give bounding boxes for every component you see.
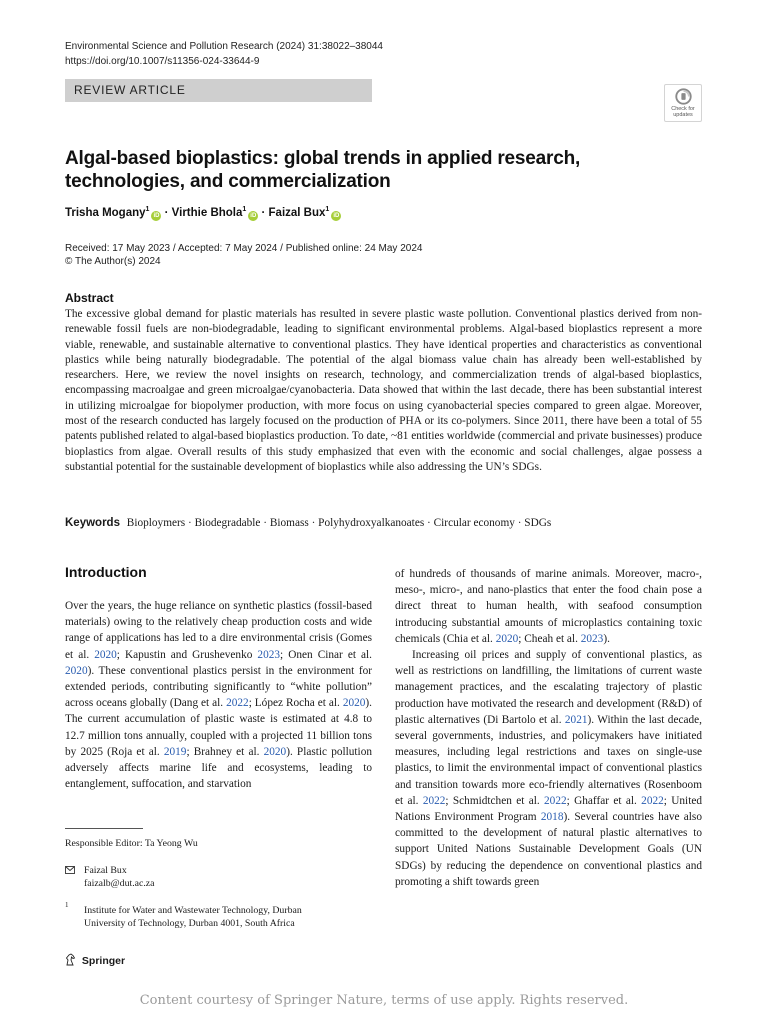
body-text: ; López Rocha et al. (248, 697, 343, 710)
affiliation-text: Institute for Water and Wastewater Technology, Durban University of Technology, Durban 4001, South Africa (84, 905, 302, 929)
citation-link[interactable]: 2021 (564, 713, 588, 726)
citation-link[interactable]: 2023 (580, 632, 604, 645)
body-text: ; Cheah et al. (518, 632, 581, 645)
citation-link[interactable]: 2020 (495, 632, 519, 645)
body-text: Over the years, the huge reliance on synthetic plastics (fossil-based materials) owing to the relatively cheap production costs and wide range of applications has led to a dire environmental crisis (Gomes et al. (65, 600, 372, 661)
responsible-editor: Responsible Editor: Ta Yeong Wu (65, 838, 198, 849)
author-name[interactable]: Virthie Bhola (171, 206, 243, 219)
citation-link[interactable]: 2020 (65, 664, 88, 677)
keywords-section (65, 516, 705, 531)
envelope-icon (65, 866, 75, 874)
intro-right-column (395, 566, 702, 901)
corresponding-author-email[interactable]: faizalb@dut.ac.za (84, 878, 155, 889)
body-text: ; Schmidtchen et al. (445, 794, 545, 807)
body-text: ; Brahney et al. (186, 745, 264, 758)
citation-link[interactable]: 2020 (342, 697, 366, 710)
body-text: ). Within the last decade, several governments, industries, and policymakers have initiated measures, including legal restrictions and taxes on single-use plastics, to limit the environmental impact of conventional plastics and transition towards more eco-friendly alternatives (Rosenboom et al. (395, 713, 702, 807)
journal-citation: Environmental Science and Pollution Research (2024) 31:38022–38044 (65, 41, 383, 52)
orcid-icon[interactable]: iD (250, 212, 257, 219)
author-separator: · (161, 206, 172, 219)
doi-link[interactable]: https://doi.org/10.1007/s11356-024-33644-9 (65, 56, 260, 67)
body-text: ; Onen Cinar et al. (280, 648, 372, 661)
abstract-heading: Abstract (65, 291, 114, 305)
body-text: of hundreds of thousands of marine animals. Moreover, macro-, meso-, micro-, and nano-plastics that enter the food chain pose a direct threat to human health, with seafood consumption introducing substantial amounts of microplastics containing toxic chemicals (Chia et al. (395, 568, 702, 645)
citation-link[interactable]: 2020 (94, 648, 117, 661)
publisher-mark (65, 953, 125, 968)
citation-link[interactable]: 2018 (540, 811, 564, 824)
copyright-line: © The Author(s) 2024 (65, 256, 161, 267)
author-list (65, 203, 341, 221)
body-text: ). The current accumulation of plastic waste is estimated at 4.8 to 12.7 million tons annually, coupled with a projected 11 billion tons by 2025 (Roja et al. (65, 697, 373, 758)
intro-left-column (65, 598, 372, 792)
body-text: ). These conventional plastics persist in the environment for extended periods, contributing significantly to “white pollution” across oceans globally (Dang et al. (65, 664, 372, 710)
corresponding-author-name: Faizal Bux (84, 865, 127, 876)
publisher-name: Springer (81, 955, 126, 967)
body-text: ; Ghaffar et al. (566, 794, 642, 807)
check-for-updates-button[interactable] (664, 84, 702, 122)
footnote-divider (65, 828, 143, 829)
citation-link[interactable]: 2022 (422, 794, 446, 807)
intro-paragraph-continued (395, 566, 702, 647)
check-updates-line2: updates (673, 112, 693, 118)
content-courtesy-note: Content courtesy of Springer Nature, terms of use apply. Rights reserved. (139, 993, 629, 1008)
keywords-label: Keywords (65, 517, 120, 529)
citation-link[interactable]: 2019 (163, 745, 187, 758)
article-title: Algal-based bioplastics: global trends in applied research, technologies, and commercialization (65, 147, 581, 192)
author-name[interactable]: Faizal Bux (268, 206, 326, 219)
check-updates-icon (675, 88, 692, 105)
body-text: ). (603, 632, 610, 645)
body-text: Increasing oil prices and supply of conventional plastics, as well as restrictions on landfilling, the limitations of current waste management practices, and the escalating trajectory of plastic production have motivated the research and development (R&D) of plastic alternatives (Di Bartolo et al. (395, 649, 702, 726)
orcid-icon[interactable]: iD (333, 212, 340, 219)
springer-horse-icon (65, 953, 76, 966)
author-affiliation-mark: 1 (242, 206, 247, 213)
body-text: ). Several countries have also committed to the development of natural plastic alternatives to support United Nations Sustainable Development Goals (UN SDGs) by reducing the dependence on conventional plastics and promoting a shift towards green (395, 811, 702, 888)
author-name[interactable]: Trisha Mogany (65, 206, 146, 219)
keywords-list: Bioploymers · Biodegradable · Biomass · Polyhydroxyalkanoates · Circular economy · SDGs (126, 517, 552, 529)
citation-link[interactable]: 2020 (263, 745, 287, 758)
citation-link[interactable]: 2022 (544, 794, 567, 807)
publication-dates: Received: 17 May 2023 / Accepted: 7 May 2024 / Published online: 24 May 2024 (65, 243, 423, 254)
author-affiliation-mark: 1 (145, 206, 150, 213)
affiliation-number: 1 (65, 901, 69, 909)
citation-link[interactable]: 2022 (641, 794, 664, 807)
introduction-heading: Introduction (65, 564, 147, 580)
body-text: ; United Nations Environment Program (395, 794, 702, 824)
abstract-text: The excessive global demand for plastic materials has resulted in severe plastic waste pollution. Conventional plastics derived from non-renewable fossil fuels are non-biodegradable, leading to significant environmental problems. Algal-based bioplastics represent a more viable, renewable, and sustainable alternative to conventional plastics. They have identical properties and characteristics as conventional plastics while being naturally biodegradable. The potential of the algal biomass value chain has already been well-established by researchers. Here, we review the novel insights on research, technology, and commercialization trends of algal-based bioplastics, encompassing macroalgae and green microalgae/cyanobacteria. Data showed that within the last decade, there has been substantial interest in utilizing microalgae for biopolymer production, with more focus on using cyanobacterial species compared to green algae. Moreover, most of the research conducted has largely focused on the production of PHA or its co-polymers. Since 2011, there have been a total of 55 patents published related to algal-based bioplastics production. To date, ~81 entities worldwide (commercial and private businesses) produce bioplastics from algae. Overall results of this study emphasized that even with the economic and social challenges, algae possess a substantial potential for the sustainable development of bioplastics while also addressing the UN’s SDGs. (65, 308, 702, 473)
citation-link[interactable]: 2023 (257, 648, 281, 661)
author-separator: · (258, 206, 269, 219)
orcid-icon[interactable]: iD (153, 212, 160, 219)
citation-link[interactable]: 2022 (226, 697, 249, 710)
author-affiliation-mark: 1 (325, 206, 330, 213)
article-type-label: REVIEW ARTICLE (65, 79, 372, 102)
check-updates-line1: Check for (671, 106, 695, 112)
intro-paragraph-2 (395, 647, 702, 890)
body-text: ). Plastic pollution adversely affects marine life and ecosystems, leading to entanglement, suffocation, and starvation (65, 745, 372, 791)
body-text: ; Kapustin and Grushevenko (116, 648, 258, 661)
